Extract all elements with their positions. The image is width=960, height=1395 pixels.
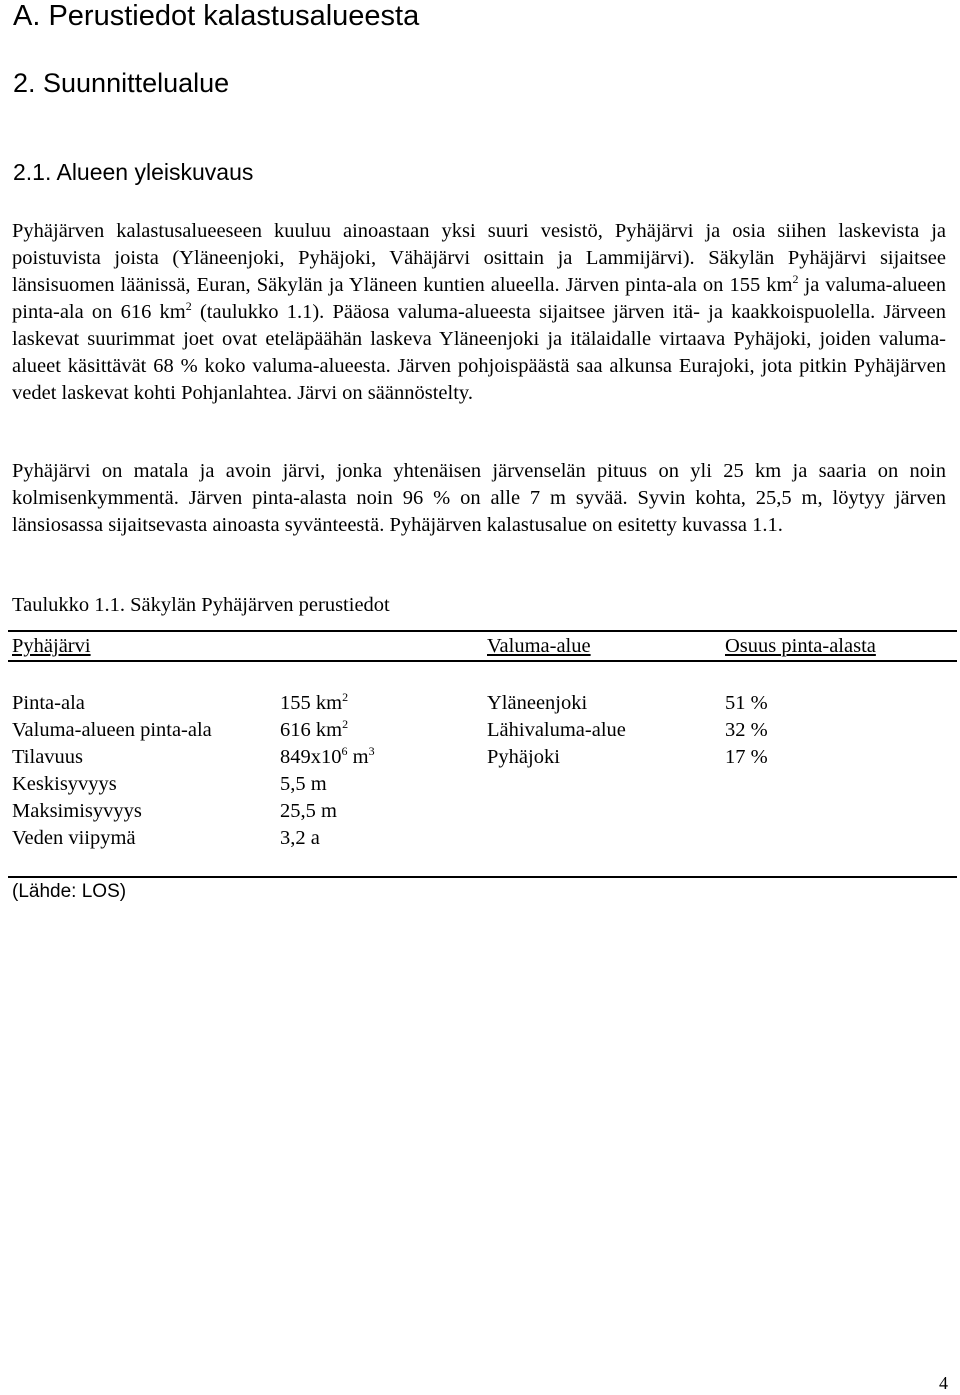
superscript: 2	[342, 717, 349, 731]
section-heading: 2. Suunnittelualue	[13, 68, 230, 98]
paragraph-lake-description: Pyhäjärvi on matala ja avoin järvi, jonka yhtenäisen järvenselän pituus on yli 25 km ja saaria on noin kolmisenkymmentä. Järven pinta-alasta noin 96 % on alle 7 m syvää. Syvin kohta, 25,5 m, löytyy järven länsiosassa sijaitsevasta ainoasta syvänteestä. Pyhäjärven kalastusalue on esitetty kuvassa 1.1.	[12, 460, 946, 536]
table-row-value: 25,5 m	[280, 800, 337, 822]
table-row-label: Pinta-ala	[12, 692, 85, 714]
value-unit: m	[347, 746, 369, 768]
table-row-area: Pyhäjoki	[487, 746, 560, 768]
superscript: 6	[341, 744, 348, 758]
value-text: 849x10	[280, 746, 342, 768]
superscript: 2	[342, 690, 349, 704]
superscript: 2	[185, 299, 192, 314]
table-row-share: 17 %	[725, 746, 768, 768]
value-text: 616 km	[280, 719, 343, 741]
table-row-value: 3,2 a	[280, 827, 320, 849]
paragraph-text-part: ja valuma-alueen pinta-ala on 616 km	[12, 274, 947, 323]
table-row-label: Maksimisyvyys	[12, 800, 142, 822]
table-row-area: Lähivaluma-alue	[487, 719, 626, 741]
table-row-share: 51 %	[725, 692, 768, 714]
table-caption: Taulukko 1.1. Säkylän Pyhäjärven perustiedot	[12, 594, 390, 616]
table-top-rule	[8, 630, 957, 632]
paragraph-text-part: (taulukko 1.1). Pääosa valuma-alueesta sijaitsee järven itä- ja kaakkoispuolella. Järveen laskevat suurimmat joet ovat eteläpäähän laskeva Yläneenjoki ja itälaidalle virtaava Pyhäjoki, joiden valuma-alueet käsittävät 68 % koko valuma-alueesta. Järven pohjoispäästä saa alkunsa Eurajoki, jota pitkin Pyhäjärven vedet laskevat kohti Pohjanlahtea. Järvi on säännöstelty.	[12, 301, 947, 404]
table-row-area: Yläneenjoki	[487, 692, 588, 714]
value-text: 155 km	[280, 692, 343, 714]
subsection-heading: 2.1. Alueen yleiskuvaus	[13, 159, 254, 185]
table-row-label: Tilavuus	[12, 746, 84, 768]
table-row-value	[280, 744, 375, 771]
table-row-value: 5,5 m	[280, 773, 327, 795]
table-source: (Lähde: LOS)	[12, 881, 127, 902]
table-header-lake: Pyhäjärvi	[12, 635, 91, 657]
table-bottom-rule	[8, 876, 957, 878]
table-header-rule	[8, 660, 957, 662]
superscript: 2	[792, 272, 799, 287]
superscript: 3	[368, 744, 375, 758]
table-header-share: Osuus pinta-alasta	[725, 635, 876, 657]
paragraph-overview	[12, 218, 946, 407]
table-row-label: Keskisyvyys	[12, 773, 117, 795]
table-row-share: 32 %	[725, 719, 768, 741]
table-header-catchment: Valuma-alue	[487, 635, 591, 657]
table-row-value	[280, 717, 348, 744]
table-row-label: Veden viipymä	[12, 827, 136, 849]
table-row-value	[280, 690, 348, 717]
table-row-label: Valuma-alueen pinta-ala	[12, 719, 212, 741]
document-heading-level1: A. Perustiedot kalastusalueesta	[13, 0, 420, 32]
page-number: 4	[939, 1373, 948, 1393]
paragraph-text-part: Pyhäjärven kalastusalueeseen kuuluu ainoastaan yksi suuri vesistö, Pyhäjärvi ja osia siihen laskevista ja poistuvista joista (Yläneenjoki, Pyhäjoki, Vähäjärvi osittain ja Lammijärvi). Säkylän Pyhäjärvi sijaitsee länsisuomen läänissä, Euran, Säkylän ja Yläneen kuntien alueella. Järven pinta-ala on 155 km	[12, 220, 946, 296]
